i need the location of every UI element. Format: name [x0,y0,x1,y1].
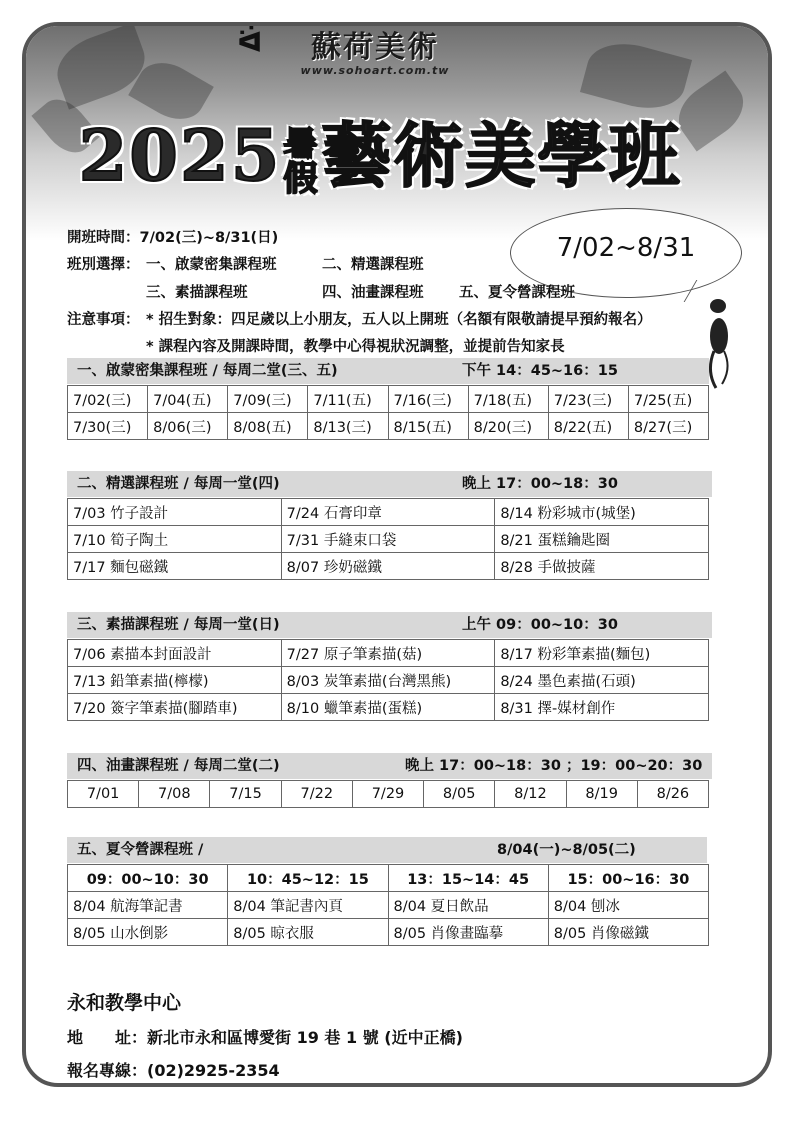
table-cell: 7/23(三) [548,386,628,413]
table-header-cell: 09：00~10：30 [68,865,228,892]
table-header-cell: 13：15~14：45 [388,865,548,892]
table-cell: 8/17 粉彩筆素描(麵包) [495,640,709,667]
table-cell: 7/29 [352,781,423,808]
table-row [68,640,709,667]
section-4-table [67,780,709,808]
table-cell: 8/28 手做披薩 [495,553,709,580]
table-cell: 8/04 夏日飲品 [388,892,548,919]
logo-name: 蘇荷美術 [311,30,439,65]
table-header-cell: 10：45~12：15 [228,865,388,892]
table-cell: 7/30(三) [68,413,148,440]
class-2: 二、精選課程班 [322,257,424,273]
table-cell: 7/22 [281,781,352,808]
class-3: 三、素描課程班 [146,285,248,301]
center-name: 永和教學中心 [67,992,182,1014]
table-cell: 7/06 素描本封面設計 [68,640,282,667]
title-small: 暑假 [283,125,320,199]
table-cell: 8/13(三) [308,413,388,440]
table-cell: 8/07 珍奶磁鐵 [281,553,495,580]
section-3-heading [67,612,712,638]
table-header-cell: 15：00~16：30 [548,865,708,892]
table-cell: 7/31 手縫束口袋 [281,526,495,553]
section-3-title: 三、素描課程班 / 每周一堂(日) [77,617,280,633]
table-cell: 8/14 粉彩城市(城堡) [495,499,709,526]
logo-url: www.sohoart.com.tw [300,64,450,77]
table-cell: 8/19 [566,781,637,808]
address-text: 地 址：新北市永和區博愛街 19 巷 1 號 (近中正橋) [67,1028,463,1047]
table-row [68,553,709,580]
section-1-time: 下午 14：45~16：15 [462,363,618,379]
table-cell: 8/15(五) [388,413,468,440]
table-cell: 8/22(五) [548,413,628,440]
table-cell: 7/01 [68,781,139,808]
table-row [68,526,709,553]
section-5-dates: 8/04(一)~8/05(二) [497,842,636,858]
section-4-time: 晚上 17：00~18：30 ；19：00~20：30 [405,758,703,774]
table-cell: 7/17 麵包磁鐵 [68,553,282,580]
table-cell: 8/05 肖像畫臨摹 [388,919,548,946]
bubble-dates: 7/02~8/31 [556,233,696,263]
table-cell: 7/18(五) [468,386,548,413]
section-3-time: 上午 09：00~10：30 [462,617,618,633]
table-row [68,892,709,919]
notes-label: 注意事項： [67,312,140,328]
page-title [60,100,700,201]
table-cell: 8/27(三) [628,413,708,440]
period-text: 開班時間：7/02(三)~8/31(日) [67,230,279,246]
section-2-time: 晚上 17：00~18：30 [462,476,618,492]
table-cell: 8/04 航海筆記書 [68,892,228,919]
section-2-title: 二、精選課程班 / 每周一堂(四) [77,476,280,492]
title-year: 2025 [78,114,282,197]
table-cell: 8/05 [424,781,495,808]
table-row [68,667,709,694]
table-cell: 7/15 [210,781,281,808]
section-4-title: 四、油畫課程班 / 每周二堂(二) [77,758,280,774]
table-cell: 7/25(五) [628,386,708,413]
table-cell: 7/03 竹子設計 [68,499,282,526]
table-row [68,919,709,946]
table-cell: 8/05 晾衣服 [228,919,388,946]
table-row [68,781,709,808]
section-2-table [67,498,709,580]
title-main: 藝術美學班 [321,114,682,197]
logo [237,22,505,82]
note-1: * 招生對象：四足歲以上小朋友，五人以上開班（名額有限敬請提早預約報名） [146,312,652,328]
table-header-row [68,865,709,892]
table-row [68,499,709,526]
section-5-table [67,864,709,946]
section-2-heading [67,471,712,497]
table-cell: 8/12 [495,781,566,808]
table-cell: 8/31 擇-媒材創作 [495,694,709,721]
table-row [68,413,709,440]
table-cell: 8/04 筆記書內頁 [228,892,388,919]
table-cell: 7/04(五) [148,386,228,413]
table-cell: 8/05 山水倒影 [68,919,228,946]
table-row [68,694,709,721]
table-cell: 8/21 蛋糕鑰匙圈 [495,526,709,553]
section-3-table [67,639,709,721]
classes-label: 班別選擇： [67,257,140,273]
table-cell: 7/02(三) [68,386,148,413]
class-4: 四、油畫課程班 [322,285,424,301]
table-cell: 7/24 石膏印章 [281,499,495,526]
phone-text: 報名專線：(02)2925-2354 [67,1061,280,1080]
logo-mark-icon: ᐛ [237,26,263,59]
table-row [68,386,709,413]
table-cell: 7/20 簽字筆素描(腳踏車) [68,694,282,721]
table-cell: 7/13 鉛筆素描(檸檬) [68,667,282,694]
section-5-title: 五、夏令營課程班 / [77,842,204,858]
table-cell: 7/08 [139,781,210,808]
table-cell: 8/20(三) [468,413,548,440]
table-cell: 8/08(五) [228,413,308,440]
section-5-heading [67,837,707,863]
table-cell: 8/06(三) [148,413,228,440]
class-5: 五、夏令營課程班 [459,285,575,301]
table-cell: 8/26 [637,781,708,808]
note-2: * 課程內容及開課時間，教學中心得視狀況調整，並提前告知家長 [146,339,565,355]
table-cell: 8/24 墨色素描(石頭) [495,667,709,694]
table-cell: 8/04 刨冰 [548,892,708,919]
section-1-heading [67,358,709,384]
section-4-heading [67,753,712,779]
table-cell: 8/03 炭筆素描(台灣黑熊) [281,667,495,694]
table-cell: 7/11(五) [308,386,388,413]
table-cell: 7/27 原子筆素描(菇) [281,640,495,667]
table-cell: 8/05 肖像磁鐵 [548,919,708,946]
table-cell: 7/10 筍子陶土 [68,526,282,553]
class-1: 一、啟蒙密集課程班 [146,257,277,273]
section-1-table [67,385,709,440]
table-cell: 7/16(三) [388,386,468,413]
table-cell: 7/09(三) [228,386,308,413]
section-1-title: 一、啟蒙密集課程班 / 每周二堂(三、五) [77,363,338,379]
table-cell: 8/10 蠟筆素描(蛋糕) [281,694,495,721]
